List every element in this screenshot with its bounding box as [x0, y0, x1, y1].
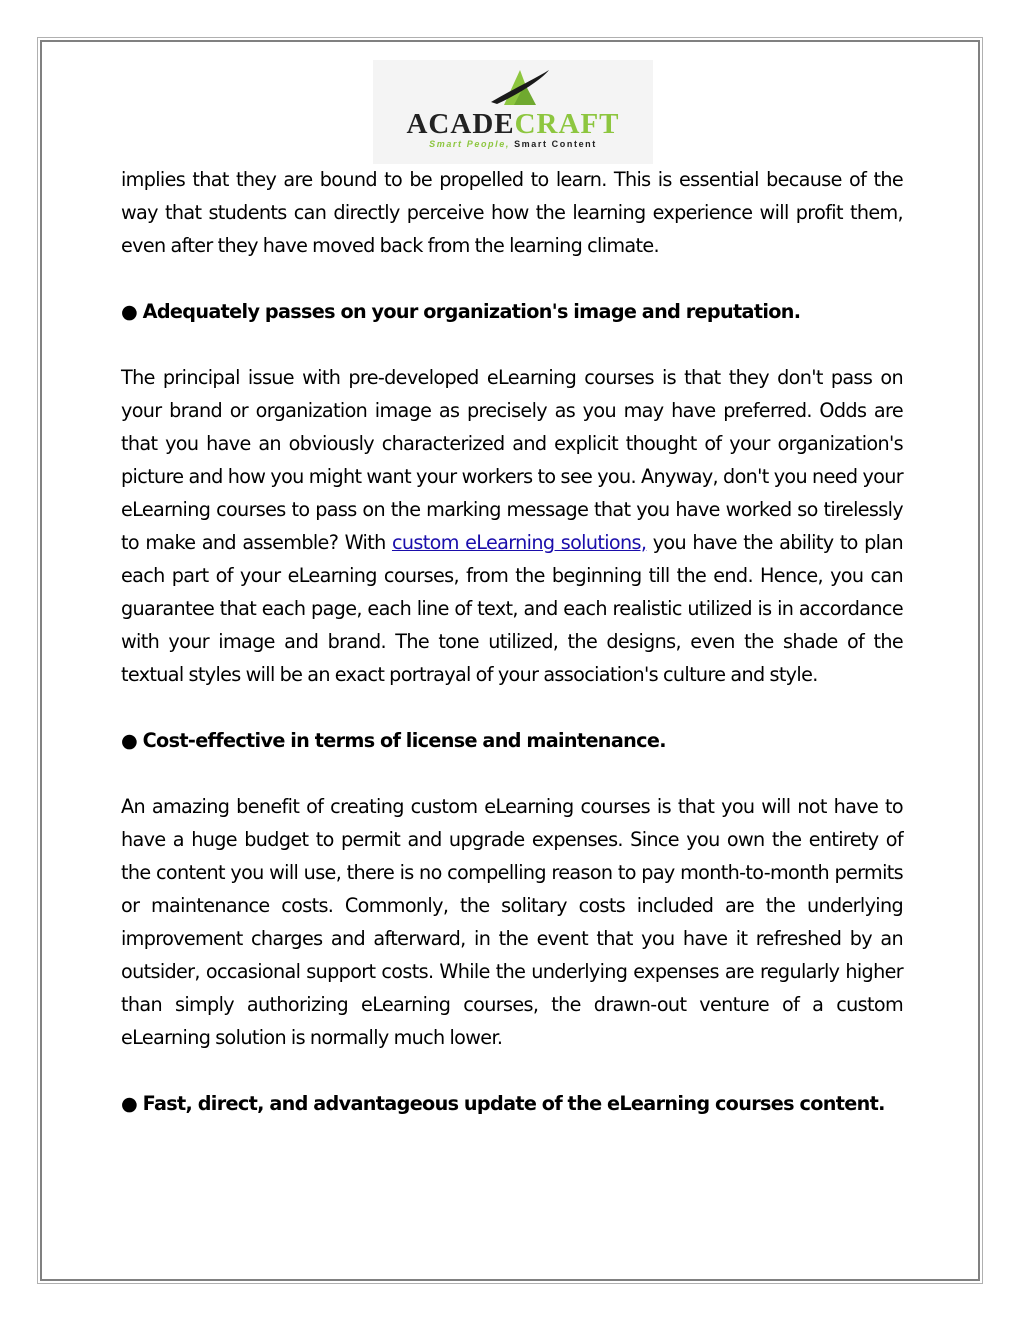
acadecraft-logo — [373, 60, 653, 164]
paragraph-1: implies that they are bound to be propelled to learn. This is essential because of the way that students can directly perceive how the learning experience will profit them, even after they have moved back from the learning climate. — [121, 168, 903, 257]
logo-word-dark: ACADE — [406, 108, 515, 140]
bullet-heading-cost: ● Cost-effective in terms of license and maintenance. — [121, 729, 666, 752]
logo-tagline-dark: Smart Content — [514, 139, 597, 149]
logo-tagline-green: Smart People, — [429, 139, 510, 149]
paragraph-3: An amazing benefit of creating custom eLearning courses is that you will not have to have a huge budget to permit and upgrade expenses. Since you own the entirety of the content you will use, there is no compelling reason to pay month-to-month permits or maintenance costs. Commonly, the solitary costs included are the underlying improvement charges and afterward, in the event that you have it refreshed by an outsider, occasional support costs. While the underlying expenses are regularly higher than simply authorizing eLearning courses, the drawn-out venture of a custom eLearning solution is normally much lower. — [121, 795, 903, 1049]
logo-word-green: CRAFT — [514, 108, 620, 140]
paragraph-2-text-a: The principal issue with pre-developed eLearning courses is that they don't pass on your brand or organization image as precisely as you may have preferred. Odds are that you have an obviously characterized and explicit thought of your organization's picture and how you might want your workers to see you. Anyway, don't you need your eLearning courses to pass on the marking message that you have worked so tirelessly to make and assemble? With — [121, 366, 903, 554]
paragraph-2 — [121, 361, 903, 691]
logo-tagline — [373, 140, 653, 149]
bullet-heading-brand: ● Adequately passes on your organization's image and reputation. — [121, 300, 801, 323]
logo-wordmark — [373, 110, 653, 139]
custom-elearning-link[interactable]: custom eLearning solutions, — [391, 531, 647, 554]
paragraph-2-text-b: you have the ability to plan each part of your eLearning courses, from the beginning till the end. Hence, you can guarantee that each page, each line of text, and each realistic utilized is in accordance with your image and brand. The tone utilized, the designs, even the shade of the textual styles will be an exact portrayal of your association's culture and style. — [121, 531, 903, 686]
document-body — [121, 163, 903, 1153]
bullet-heading-update: ● Fast, direct, and advantageous update of the eLearning courses content. — [121, 1092, 885, 1115]
